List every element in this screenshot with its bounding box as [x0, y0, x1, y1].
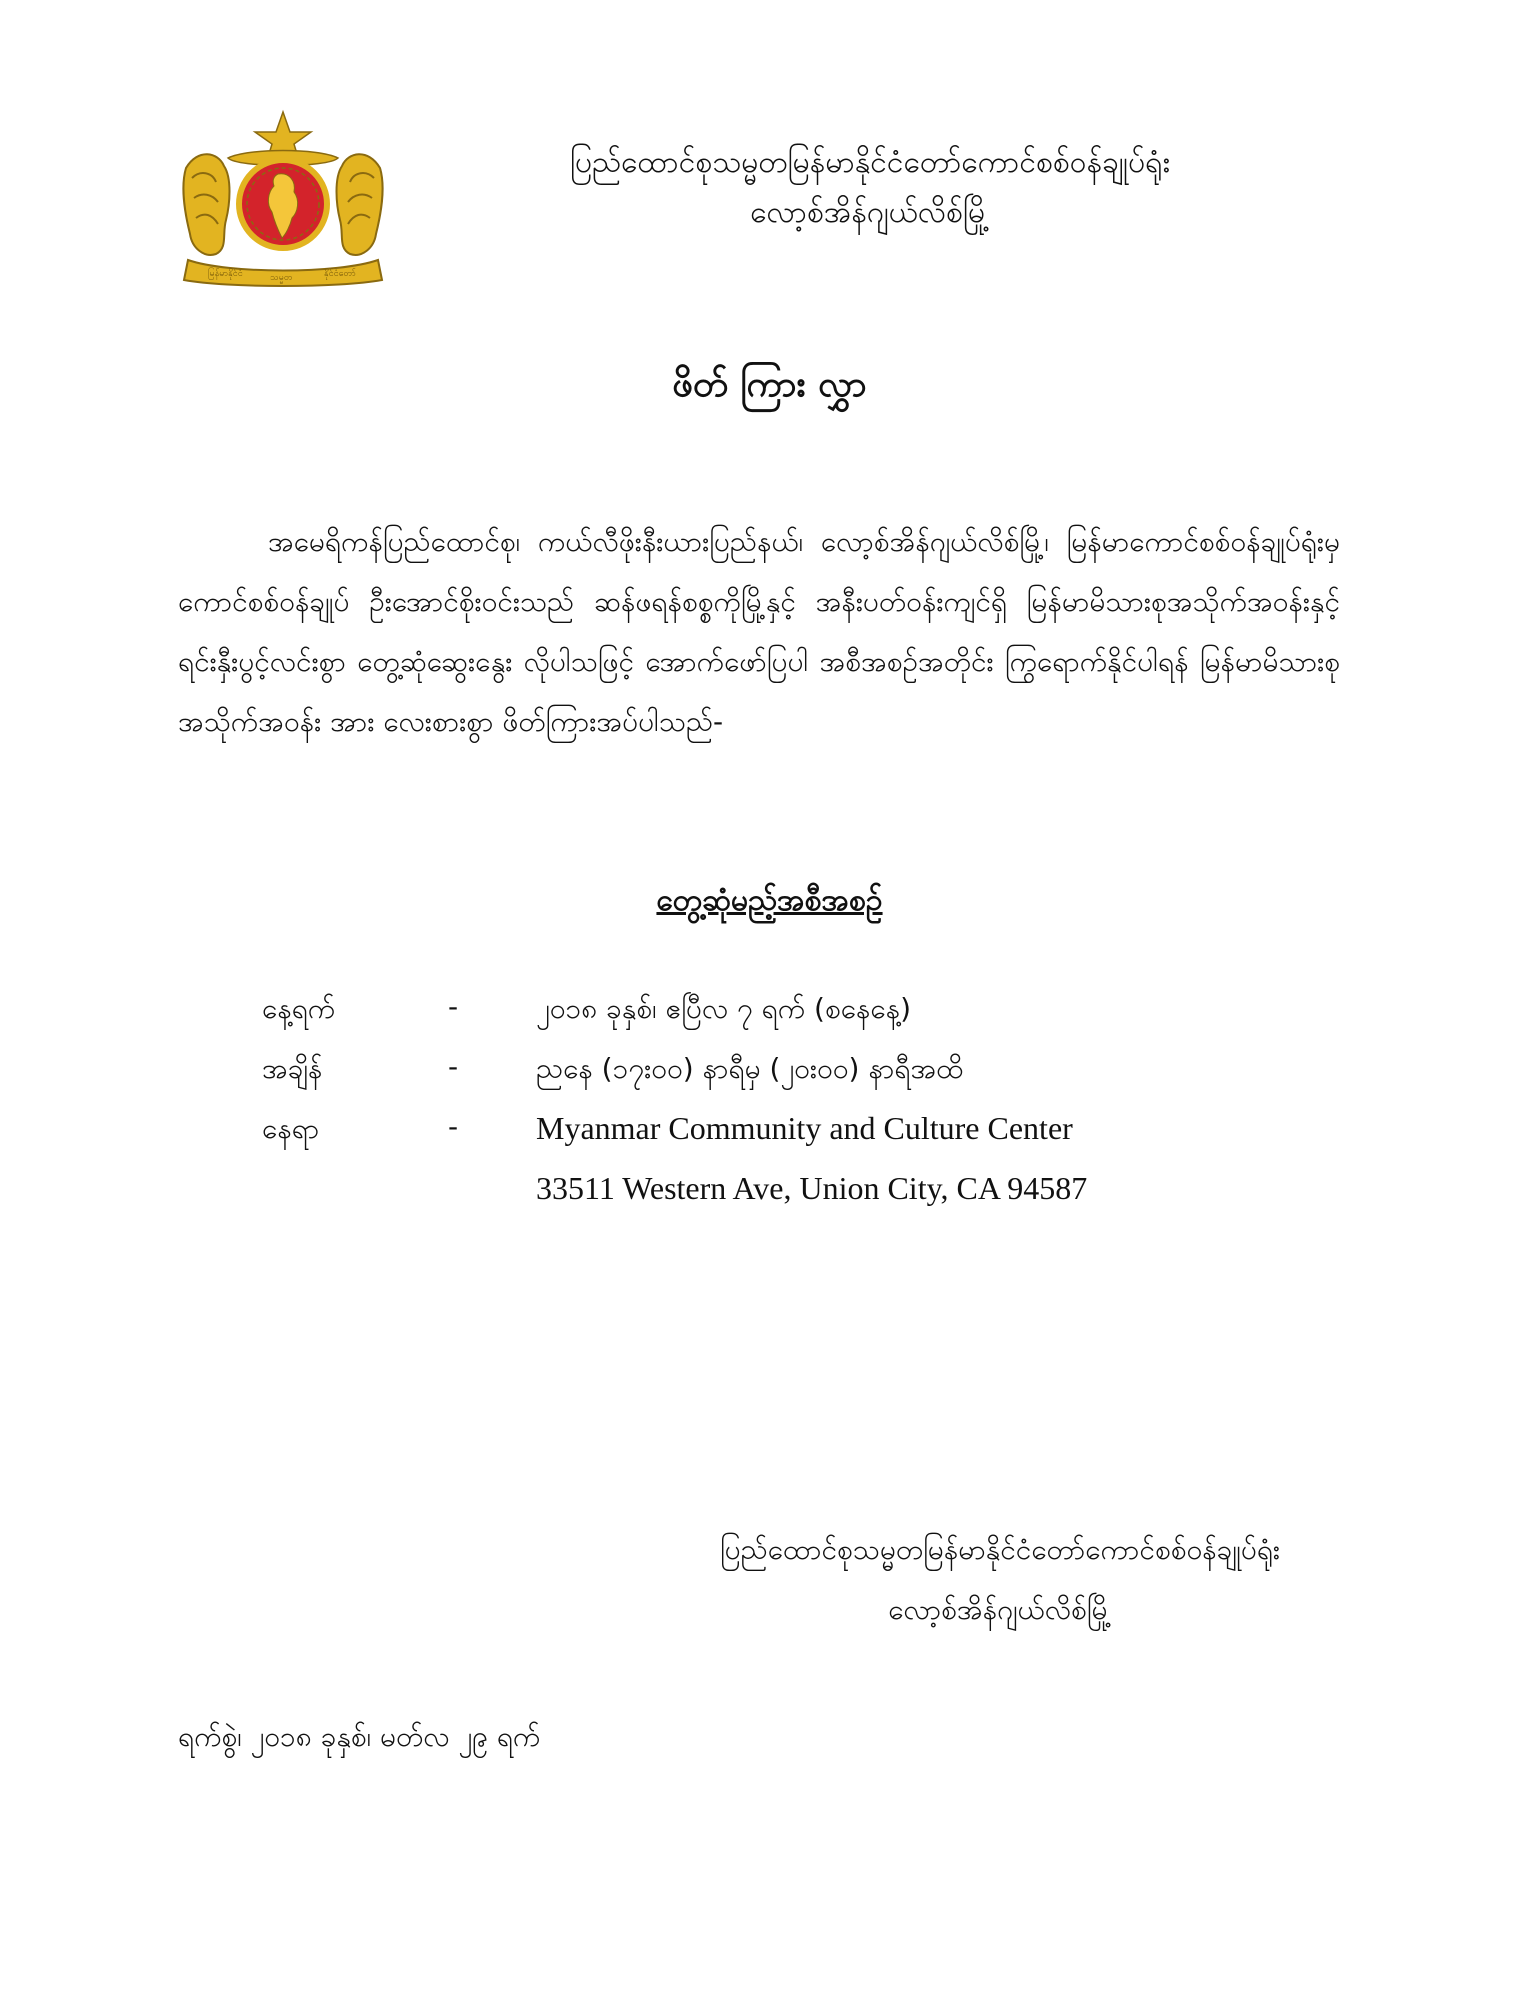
time-label: အချိန် — [262, 1052, 323, 1085]
time-value: ညနေ (၁၇း၀၀) နာရီမှ (၂၀း၀၀) နာရီအထိ — [536, 1052, 964, 1085]
schedule-row-address — [262, 1170, 1262, 1230]
schedule-row-place — [262, 1110, 1262, 1170]
seal-right-lion — [337, 154, 383, 255]
schedule-row-time — [262, 1050, 1262, 1110]
schedule-row-date — [262, 990, 1262, 1050]
document-date: ရက်စွဲ၊ ၂၀၁၈ ခုနှစ်၊ မတ်လ ၂၉ ရက် — [178, 1720, 541, 1753]
seal-right-text: နိုင်ငံတော် — [324, 269, 356, 279]
letterhead — [500, 138, 1240, 238]
state-seal-emblem — [178, 108, 388, 288]
seal-left-text: မြန်မာနိုင်ငံ — [208, 269, 243, 279]
date-dash: - — [448, 990, 459, 1023]
seal-center-text: သမ္မတ — [270, 273, 293, 283]
seal-left-lion — [183, 154, 229, 255]
schedule-table — [262, 990, 1262, 1230]
place-name: Myanmar Community and Culture Center — [536, 1110, 1073, 1146]
signature-block — [640, 1520, 1360, 1640]
time-dash: - — [448, 1050, 459, 1083]
date-label: နေ့ရက် — [262, 992, 336, 1025]
document-title: ဖိတ် ကြား လွှာ — [672, 364, 867, 405]
place-label: နေရာ — [262, 1112, 320, 1145]
place-dash: - — [448, 1110, 459, 1143]
letterhead-office-name: ပြည်ထောင်စုသမ္မတမြန်မာနိုင်ငံတော်ကောင်စစ်ဝန်ချုပ်ရုံး — [569, 145, 1171, 180]
date-value: ၂၀၁၈ ခုနှစ်၊ ဧပြီလ ၇ ရက် (စနေနေ့) — [536, 992, 912, 1025]
signature-city: လော့စ်အိန်ဂျယ်လိစ်မြို့ — [888, 1593, 1112, 1626]
invitation-body: အမေရိကန်ပြည်ထောင်စု၊ ကယ်လီဖိုးနီးယားပြည်နယ်၊ လော့စ်အိန်ဂျယ်လိစ်မြို့၊ မြန်မာကောင်စစ်ဝန်ချုပ်ရုံးမှ ကောင်စစ်ဝန်ချုပ် ဦးအောင်စိုးဝင်းသည် ဆန်ဖရန်စစ္စကိုမြို့နှင့် အနီးပတ်ဝန်းကျင်ရှိ မြန်မာမိသားစုအသိုက်အဝန်းနှင့် ရင်းနှီးပွင့်လင်းစွာ တွေ့ဆုံဆွေးနွေး လိုပါသဖြင့် အောက်ဖော်ပြပါ အစီအစဉ်အတိုင်း ကြွရောက်နိုင်ပါရန် မြန်မာမိသားစုအသိုက်အဝန်း အား လေးစားစွာ ဖိတ်ကြားအပ်ပါသည်- — [178, 525, 1340, 738]
schedule-heading: တွေ့ဆုံမည့်အစီအစဉ် — [656, 883, 883, 918]
letterhead-city: လော့စ်အိန်ဂျယ်လိစ်မြို့ — [750, 195, 990, 230]
place-address: 33511 Western Ave, Union City, CA 94587 — [536, 1170, 1088, 1206]
signature-office-name: ပြည်ထောင်စုသမ္မတမြန်မာနိုင်ငံတော်ကောင်စစ်ဝန်ချုပ်ရုံး — [719, 1533, 1281, 1566]
